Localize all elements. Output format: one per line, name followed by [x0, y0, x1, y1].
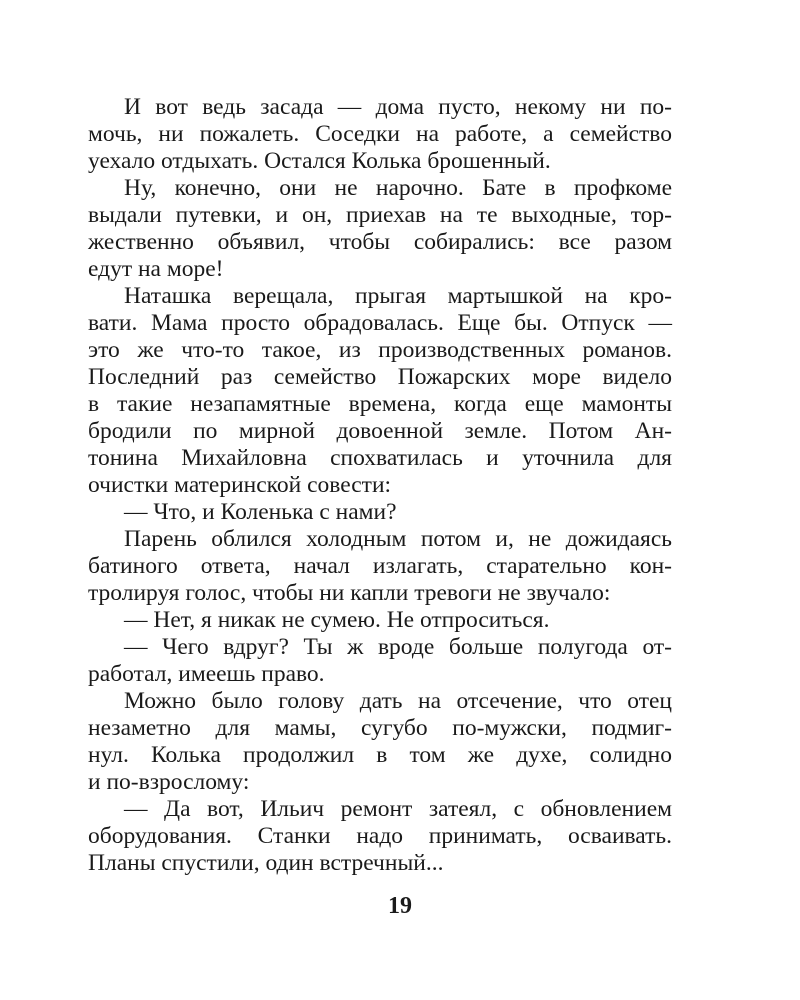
text-line: тролируя голос, чтобы ни капли тревоги не звучало: — [88, 580, 611, 606]
text-line: нул. Колька продолжил в том же духе, солидно — [88, 742, 672, 768]
text-line: Можно было голову дать на отсечение, что отец — [124, 688, 672, 714]
text-line: Последний раз семейство Пожарских море видело — [88, 364, 672, 390]
page-number: 19 — [388, 893, 412, 919]
text-line: тонина Михайловна спохватилась и уточнила для — [88, 445, 672, 471]
text-line: Парень облился холодным потом и, не дожидаясь — [124, 526, 672, 552]
text-line: Наташка верещала, прыгая мартышкой на кро- — [124, 283, 672, 309]
text-line: очистки материнской совести: — [88, 472, 392, 498]
text-line: едут на море! — [88, 256, 224, 282]
text-line: — Что, и Коленька с нами? — [124, 499, 397, 525]
text-line: в такие незапамятные времена, когда еще мамонты — [88, 391, 672, 417]
text-line: жественно объявил, чтобы собирались: все разом — [88, 229, 672, 255]
body-text — [88, 94, 672, 877]
text-line: — Да вот, Ильич ремонт затеял, с обновлением — [124, 796, 672, 822]
text-line: — Нет, я никак не сумею. Не отпроситься. — [124, 607, 550, 633]
text-line: вати. Мама просто обрадовалась. Еще бы. Отпуск — — [88, 310, 672, 336]
text-line: батиного ответа, начал излагать, старательно кон- — [88, 553, 672, 579]
text-line: работал, имеешь право. — [88, 661, 325, 687]
text-line: И вот ведь засада — дома пусто, некому ни по- — [124, 94, 672, 120]
text-line: это же что-то такое, из производственных романов. — [88, 337, 672, 363]
text-line: незаметно для мамы, сугубо по-мужски, подмиг- — [88, 715, 672, 741]
text-line: — Чего вдруг? Ты ж вроде больше полугода от- — [124, 634, 672, 660]
text-line: оборудования. Станки надо принимать, осваивать. — [88, 823, 672, 849]
text-line: уехало отдыхать. Остался Колька брошенный. — [88, 148, 551, 174]
text-line: Ну, конечно, они не нарочно. Бате в профкоме — [124, 175, 672, 201]
text-line: и по-взрослому: — [88, 769, 250, 795]
text-line: мочь, ни пожалеть. Соседки на работе, а семейство — [88, 121, 672, 147]
text-line: Планы спустили, один встречный... — [88, 850, 444, 876]
text-line: бродили по мирной довоенной земле. Потом Ан- — [88, 418, 672, 444]
text-line: выдали путевки, и он, приехав на те выходные, тор- — [88, 202, 672, 228]
